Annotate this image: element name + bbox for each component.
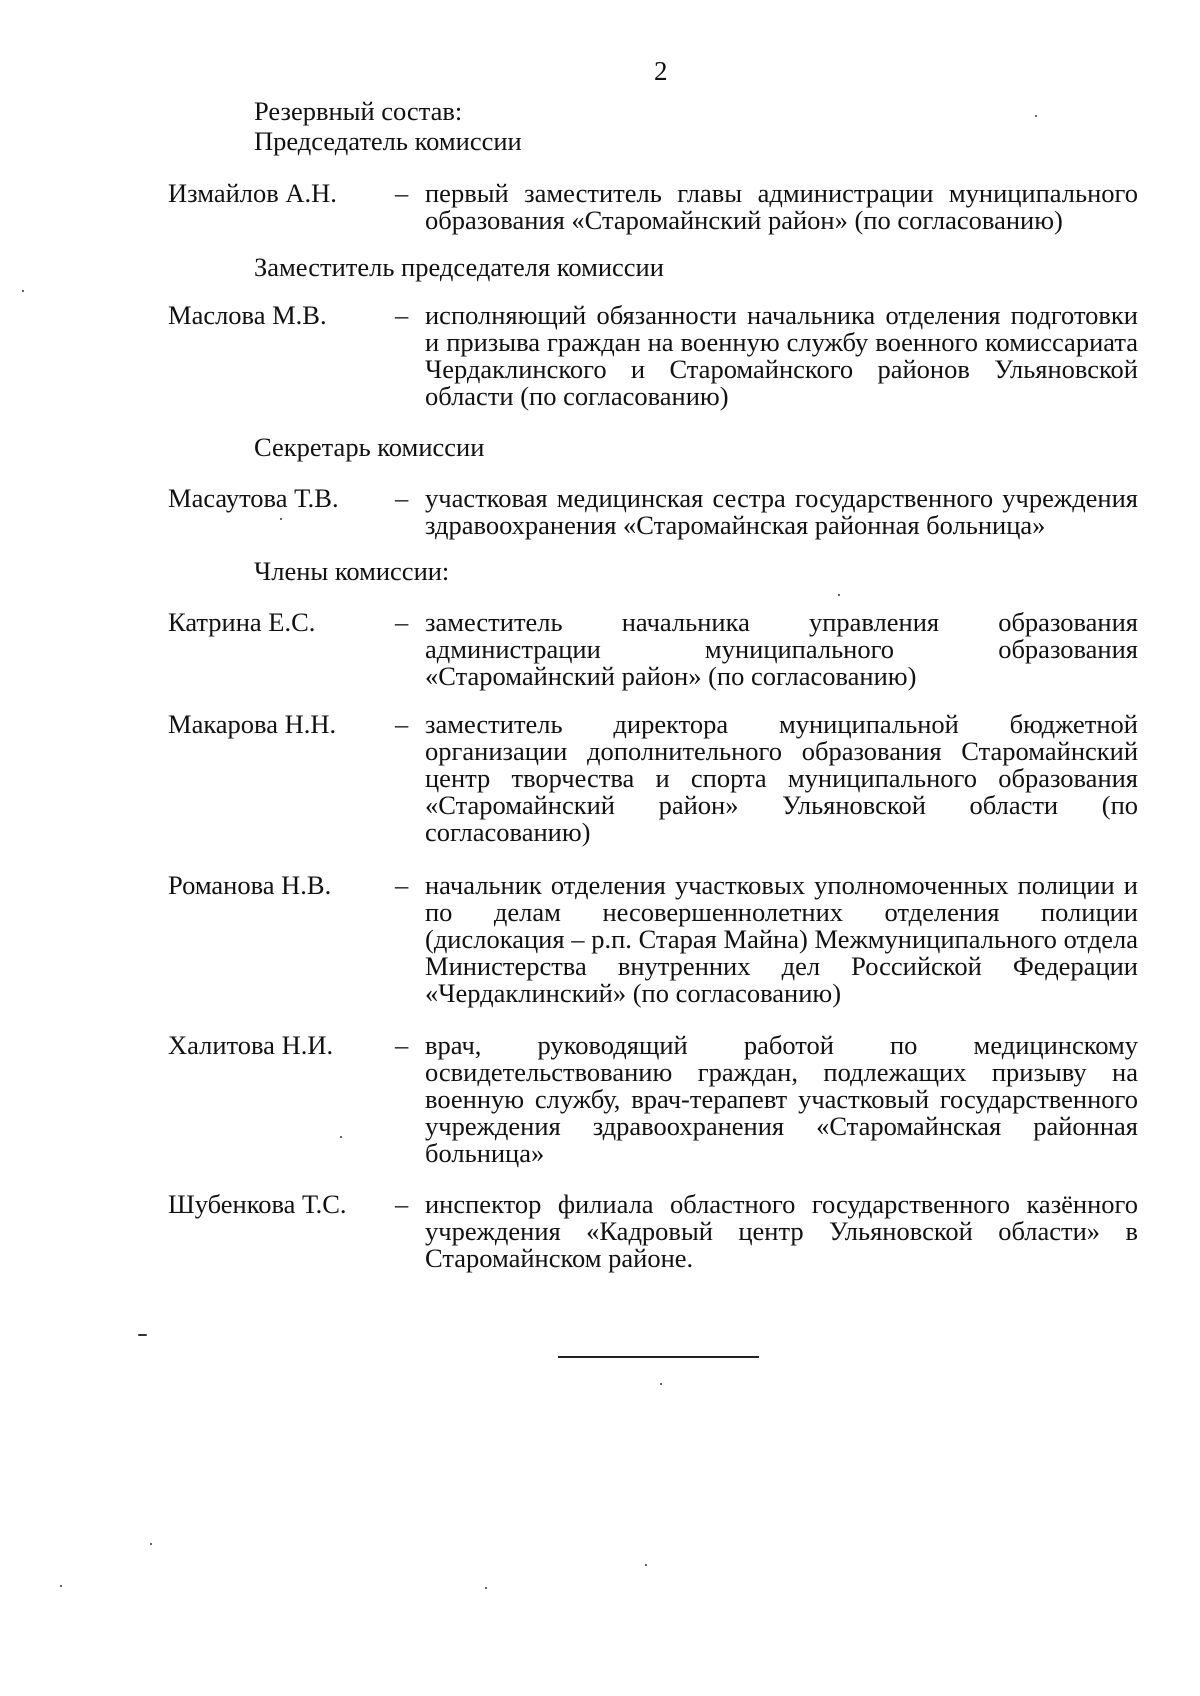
member-role: заместитель директора муниципальной бюджетной организации дополнительного образования Старомайнский центр творчества и спорта муниципального образования «Старомайнский район» Ульяновской области (по согласованию): [425, 709, 1138, 847]
member-name: Катрина Е.С.: [168, 607, 316, 637]
scan-speck: [60, 1585, 62, 1587]
member-role: врач, руководящий работой по медицинскому освидетельствованию граждан, подлежащих призыву на военную службу, врач-терапевт участковый государственного учреждения здравоохранения «Старомайнская районная больница»: [425, 1030, 1138, 1168]
scan-speck: [22, 290, 24, 292]
member-name: Шубенкова Т.С.: [168, 1189, 347, 1219]
scan-speck: [645, 1564, 647, 1566]
scan-speck: [485, 1587, 487, 1589]
member-role: исполняющий обязанности начальника отделения подготовки и призыва граждан на военную службу военного комиссариата Чердаклинского и Старомайнского районов Ульяновской области (по согласованию): [425, 300, 1138, 411]
member-name: Романова Н.В.: [168, 870, 332, 900]
dash-separator: –: [395, 1030, 409, 1060]
dash-separator: –: [395, 870, 409, 900]
scan-speck: [280, 518, 282, 520]
scan-speck: [838, 594, 840, 596]
members-heading: Члены комиссии:: [254, 556, 450, 586]
member-name: Измайлов А.Н.: [168, 178, 337, 208]
scan-speck: [1035, 115, 1037, 117]
page-number: 2: [654, 56, 668, 86]
member-role: участковая медицинская сестра государственного учреждения здравоохранения «Старомайнская районная больница»: [425, 483, 1138, 540]
member-role: первый заместитель главы администрации муниципального образования «Старомайнский район» (по согласованию): [425, 178, 1138, 235]
dash-separator: –: [395, 300, 409, 330]
reserve-title: Резервный состав:: [254, 96, 463, 126]
deputy-heading: Заместитель председателя комиссии: [254, 252, 664, 282]
scan-speck: [340, 1136, 342, 1138]
dash-separator: –: [395, 607, 409, 637]
scan-speck: [138, 1334, 147, 1336]
scan-speck: [150, 1543, 152, 1545]
dash-separator: –: [395, 178, 409, 208]
secretary-heading: Секретарь комиссии: [254, 432, 485, 462]
member-name: Халитова Н.И.: [168, 1030, 334, 1060]
member-role: инспектор филиала областного государственного казённого учреждения «Кадровый центр Ульяновской области» в Старомайнском районе.: [425, 1189, 1138, 1273]
member-name: Маслова М.В.: [168, 300, 327, 330]
member-name: Масаутова Т.В.: [168, 483, 339, 513]
dash-separator: –: [395, 1189, 409, 1219]
member-role: заместитель начальника управления образования администрации муниципального образования «Старомайнский район» (по согласованию): [425, 607, 1138, 691]
member-role: начальник отделения участковых уполномоченных полиции и по делам несовершеннолетних отделения полиции (дислокация – р.п. Старая Майна) Межмуниципального отдела Министерства внутренних дел Российской Федерации «Чердаклинский» (по согласованию): [425, 870, 1138, 1008]
closing-rule: [558, 1356, 759, 1358]
scan-speck: [660, 1383, 662, 1385]
dash-separator: –: [395, 483, 409, 513]
member-name: Макарова Н.Н.: [168, 709, 337, 739]
dash-separator: –: [395, 709, 409, 739]
chair-heading: Председатель комиссии: [254, 126, 522, 156]
